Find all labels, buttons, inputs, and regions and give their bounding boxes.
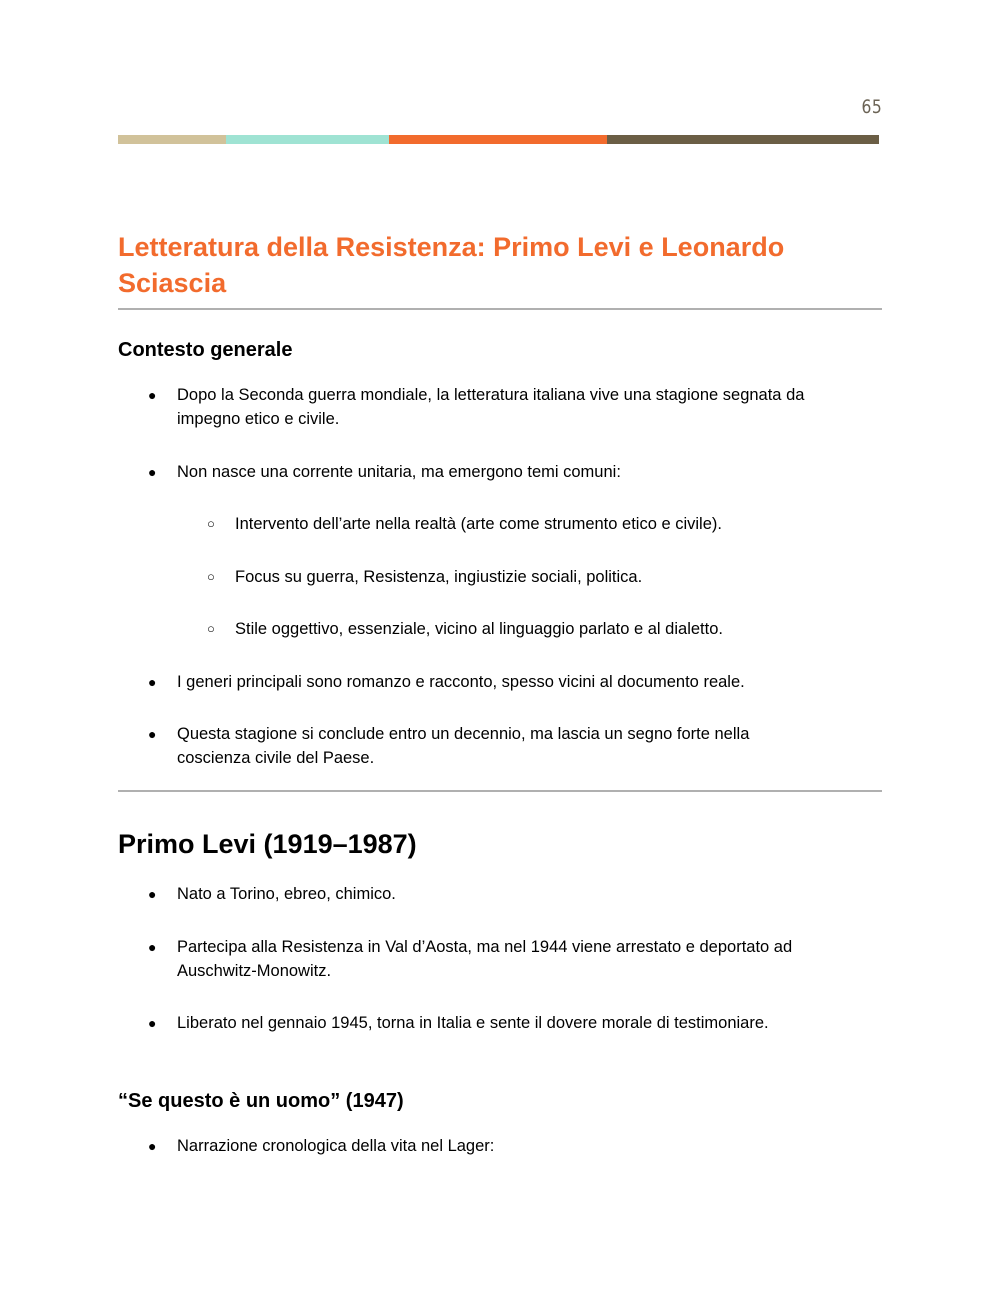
bullet-icon: ● xyxy=(148,387,157,403)
section-heading-contesto: Contesto generale xyxy=(118,339,293,361)
color-bar-segment xyxy=(118,135,226,144)
sub-list-item: ○ Focus su guerra, Resistenza, ingiustizie sociali, politica. xyxy=(235,565,875,589)
list-item: ● Partecipa alla Resistenza in Val d’Aosta, ma nel 1944 viene arrestato e deportato ad Auschwitz-Monowitz. xyxy=(177,935,877,983)
list-item: ● Liberato nel gennaio 1945, torna in Italia e sente il dovere morale di testimoniare. xyxy=(177,1011,877,1035)
list-item: ● Nato a Torino, ebreo, chimico. xyxy=(177,882,877,906)
list-item: ● Dopo la Seconda guerra mondiale, la letteratura italiana vive una stagione segnata da impegno etico e civile. xyxy=(177,383,877,431)
section-heading-uomo: “Se questo è un uomo” (1947) xyxy=(118,1090,404,1112)
section-heading-levi: Primo Levi (1919–1987) xyxy=(118,829,417,859)
bullet-icon: ● xyxy=(148,886,157,902)
sub-list-item: ○ Stile oggettivo, essenziale, vicino al linguaggio parlato e al dialetto. xyxy=(235,617,875,641)
bullet-icon: ● xyxy=(148,939,157,955)
sub-list-item: ○ Intervento dell’arte nella realtà (arte come strumento etico e civile). xyxy=(235,512,875,536)
horizontal-rule xyxy=(118,790,882,792)
page-number: 65 xyxy=(861,96,882,118)
document-title-line: Sciascia xyxy=(118,268,227,298)
circle-bullet-icon: ○ xyxy=(207,569,215,584)
list-item: ● Narrazione cronologica della vita nel Lager: xyxy=(177,1134,877,1158)
color-bar-segment xyxy=(226,135,389,144)
horizontal-rule xyxy=(118,308,882,310)
bullet-icon: ● xyxy=(148,1015,157,1031)
bullet-icon: ● xyxy=(148,726,157,742)
color-bar-segment xyxy=(389,135,607,144)
bullet-icon: ● xyxy=(148,1138,157,1154)
header-color-bar xyxy=(118,135,879,144)
list-item: ● Questa stagione si conclude entro un decennio, ma lascia un segno forte nella coscienza civile del Paese. xyxy=(177,722,877,770)
color-bar-segment xyxy=(607,135,879,144)
bullet-icon: ● xyxy=(148,464,157,480)
bullet-icon: ● xyxy=(148,674,157,690)
document-title xyxy=(118,229,878,301)
document-title-line: Letteratura della Resistenza: Primo Levi e Leonardo xyxy=(118,232,785,262)
circle-bullet-icon: ○ xyxy=(207,516,215,531)
list-item: ● Non nasce una corrente unitaria, ma emergono temi comuni: xyxy=(177,460,877,484)
circle-bullet-icon: ○ xyxy=(207,621,215,636)
list-item: ● I generi principali sono romanzo e racconto, spesso vicini al documento reale. xyxy=(177,670,877,694)
